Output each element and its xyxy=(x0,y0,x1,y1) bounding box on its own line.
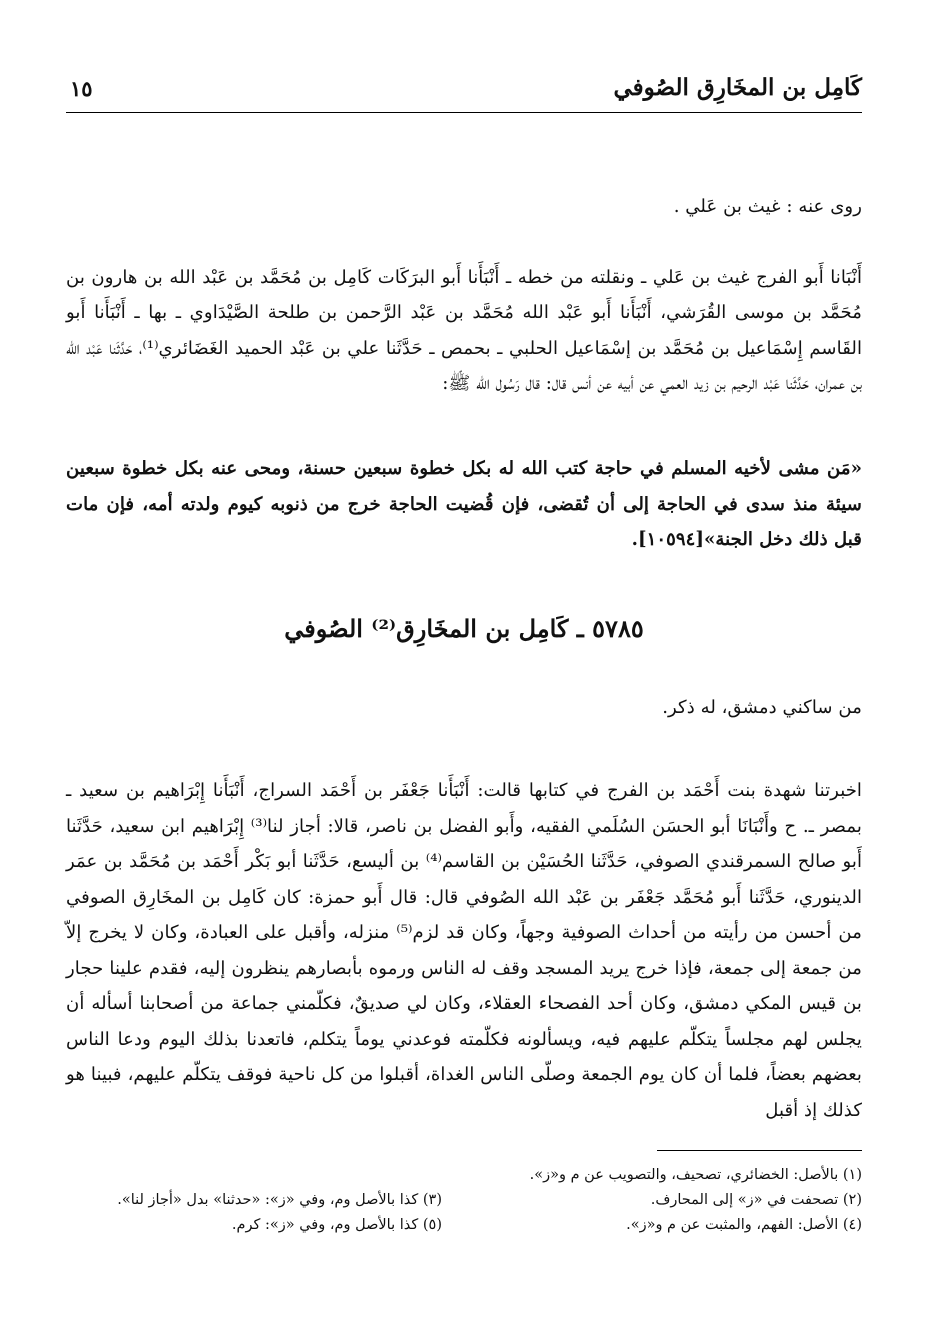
footnote-3: (٣) كذا بالأصل وم، وفي «ز»: «حدثنا» بدل «أجاز لنا». xyxy=(117,1192,442,1208)
footnote-separator xyxy=(657,1150,862,1151)
hadith-text: «مَن مشى لأخيه المسلم في حاجة كتب الله له بكل خطوة سبعين حسنة، ومحى عنه بكل خطوة سبعين سيئة منذ سدى في الحاجة إلى أن تُقضى، فإن قُضيت الحاجة خرج من ذنوبه كيوم ولدته أمه، فإن مات قبل ذلك دخل الجنة»[١٠٥٩٤]. xyxy=(66,458,862,550)
entry-heading: ٥٧٨٥ ـ كَامِل بن المخَارِق⁽²⁾ الصُوفي xyxy=(284,614,644,643)
footnote-5: (٥) كذا بالأصل وم، وفي «ز»: كرم. xyxy=(231,1217,442,1233)
page-number: ١٥ xyxy=(70,76,93,101)
entry-note: من ساكني دمشق، له ذكر. xyxy=(662,697,862,718)
footnote-1: (١) بالأصل: الخضائري، تصحيف، والتصويب عن م و«ز». xyxy=(529,1167,862,1183)
footnote-2: (٢) تصحفت في «ز» إلى المحارف. xyxy=(650,1192,862,1208)
footnote-row-2 xyxy=(66,1188,862,1213)
footnote-4: (٤) الأصل: الفهم، والمثبت عن م و«ز». xyxy=(626,1217,862,1233)
running-title: كَامِل بن المخَارِق الصُوفي xyxy=(613,74,862,101)
page-header xyxy=(66,72,862,113)
footnotes xyxy=(66,1163,862,1238)
footnote-row-3 xyxy=(66,1213,862,1238)
main-text xyxy=(66,143,862,1164)
narrators-line: روى عنه : غيث بن عَلي . xyxy=(673,195,862,217)
isnad-paragraph-1: أَنْبَانا أَبو الفرج غيث بن عَلي ـ ونقلته من خطه ـ أَنْبَأَنا أَبو البرَكَات كَامِل بن مُحَمَّد بن عَبْد الله بن هارون بن مُحَمَّد بن موسى القُرَشي، أَنْبَأَنا أَبو عَبْد الله مُحَمَّد بن عَبْد الرَّحمن بن طلحة الصَّيْدَاوي ـ بها ـ أَنْبَأَنا أَبو القَاسم إِسْمَاعيل بن مُحَمَّد بن إسْمَاعيل الحلبي ـ بحمص ـ حَدَّثَنا علي بن عَبْد الحميد الغَضَائري⁽¹⁾، حَدَّثَنا عَبْد الله بن عمران، حَدَّثَنا عَبْد الرحيم بن زيد العمي عن أبيه عن أنس قال: قال رَسُول الله ﷺ: xyxy=(66,266,863,394)
isnad-paragraph-2: اخبرتنا شهدة بنت أَحْمَد بن الفرج في كتابها قالت: أَنْبَأَنا جَعْفَر بن أَحْمَد السراج، أَنْبَأَنا إِبْرَاهيم بن سعيد ـ بمصر ـ. ح وأَنْبَانَا أبو الحسَن السُلَمي الفقيه، وأَبو الفضل بن ناصر، قالا: أجاز لنا⁽³⁾ إِبْرَاهيم ابن سعيد، حَدَّثَنا أَبو صالح السمرقندي الصوفي، حَدَّثَنا الحُسَيْن بن القاسم⁽⁴⁾ بن أليسع، حَدَّثَنا أبو بَكْر أَحْمَد بن مُحَمَّد بن عمَر الدينوري، حَدَّثَنا أَبو مُحَمَّد جَعْفَر بن عَبْد الله الصُوفي قال: قال أَبو حمزة: كان كَامِل بن المخَارِق الصوفي من أحسن من رأيته من أحداث الصوفية وجهاً، وكان قد لزم⁽⁵⁾ منزله، وأقبل على العبادة، وكان لا يخرج إلاّ من جمعة إلى جمعة، فإذا خرج يريد المسجد وقف له الناس ورموه بأبصارهم ينظرون إليه، فقدم علينا حجار بن قيس المكي دمشق، وكان أحد الفصحاء العقلاء، وكان لي صديقٌ، فكلّمني جماعة من أصحابنا أسأله أن يجلس لهم مجلساً يتكلّم عليهم فيه، ويسألونه فكلّمته فوعدني يوماً يتكلم، فاتعدنا بذلك اليوم ودعا الناس بعضهم بعضاً، فلما أن كان يوم الجمعة وصلّى الناس الغداة، أقبلوا من كل ناحية فوقف يتكلّم عليهم، فبينا هو كذلك إذ أقبل xyxy=(66,780,862,1121)
